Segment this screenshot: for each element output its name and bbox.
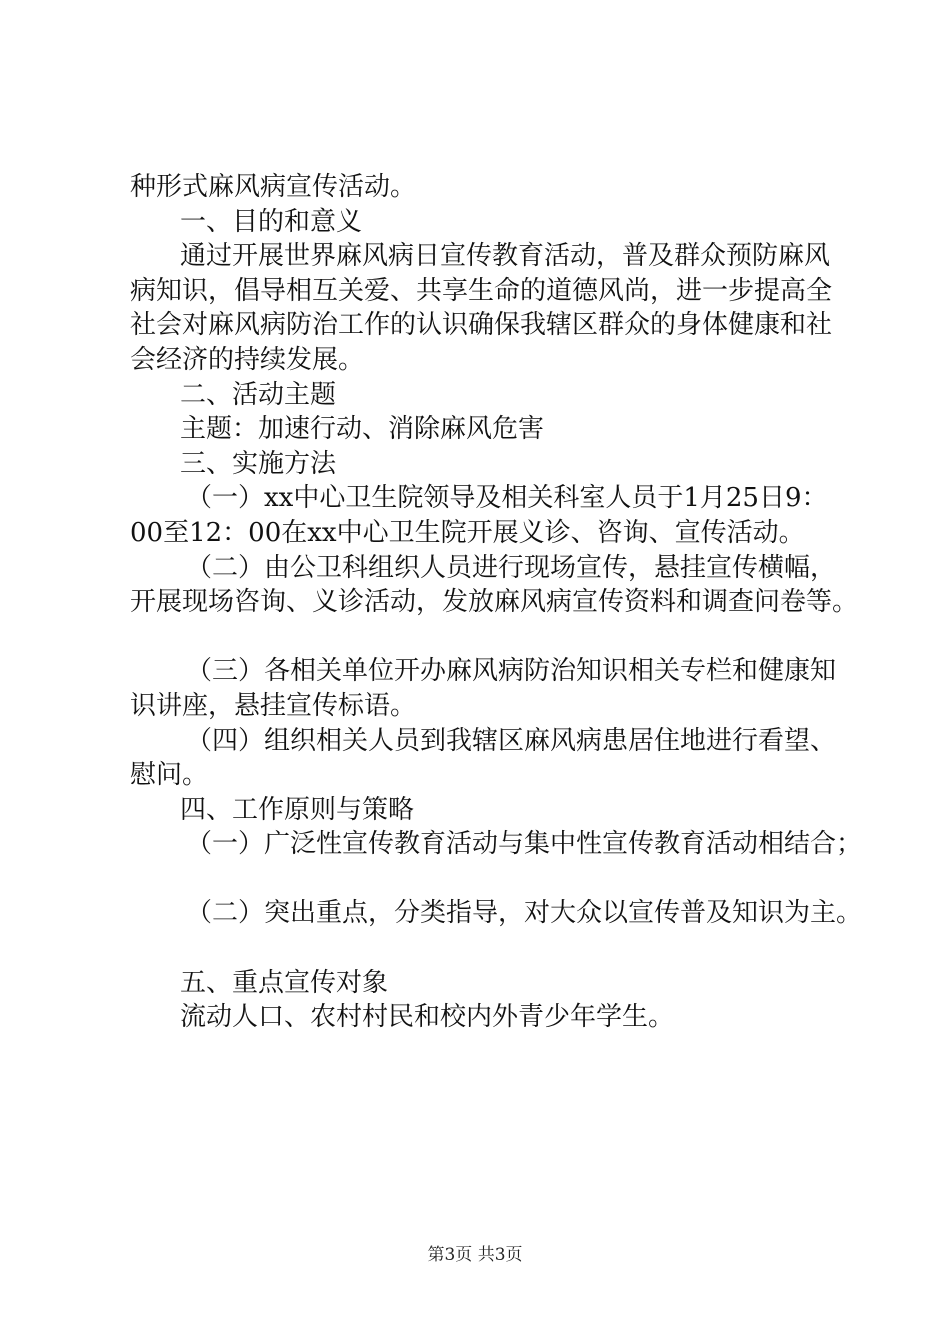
list-item: （三）各相关单位开办麻风病防治知识相关专栏和健康知 bbox=[186, 656, 837, 687]
body-text-line: 病知识，倡导相互关爱、共享生命的道德风尚，进一步提高全 bbox=[130, 275, 833, 306]
list-item-continuation: 00至12：00在xx中心卫生院开展义诊、咨询、宣传活动。 bbox=[130, 517, 805, 548]
blank-line bbox=[130, 620, 850, 655]
section-heading: 四、工作原则与策略 bbox=[180, 794, 415, 825]
body-text-line: 社会对麻风病防治工作的认识确保我辖区群众的身体健康和社 bbox=[130, 310, 833, 341]
body-text-line: 流动人口、农村村民和校内外青少年学生。 bbox=[180, 1002, 675, 1033]
body-text-line: 主题：加速行动、消除麻风危害 bbox=[180, 414, 545, 445]
list-item: （二）突出重点，分类指导，对大众以宣传普及知识为主。 bbox=[186, 898, 863, 929]
list-item-continuation: 慰问。 bbox=[130, 760, 209, 791]
section-heading: 三、实施方法 bbox=[180, 448, 337, 479]
list-item: （二）由公卫科组织人员进行现场宣传，悬挂宣传横幅， bbox=[186, 552, 837, 583]
list-item-continuation: 开展现场咨询、义诊活动，发放麻风病宣传资料和调查问卷等。 bbox=[130, 587, 859, 618]
list-item: （一）xx中心卫生院领导及相关科室人员于1月25日9： bbox=[186, 483, 828, 514]
page-number-footer: 第3页 共3页 bbox=[427, 1245, 523, 1265]
blank-line bbox=[130, 931, 850, 966]
blank-line bbox=[130, 862, 850, 897]
document-body bbox=[130, 170, 863, 1035]
list-item: （四）组织相关人员到我辖区麻风病患居住地进行看望、 bbox=[186, 725, 837, 756]
body-text-line: 通过开展世界麻风病日宣传教育活动，普及群众预防麻风 bbox=[180, 241, 831, 272]
list-item-continuation: 识讲座，悬挂宣传标语。 bbox=[130, 690, 417, 721]
section-heading: 五、重点宣传对象 bbox=[180, 967, 389, 998]
list-item: （一）广泛性宣传教育活动与集中性宣传教育活动相结合； bbox=[186, 829, 863, 860]
section-heading: 二、活动主题 bbox=[180, 379, 337, 410]
section-heading: 一、目的和意义 bbox=[180, 206, 363, 237]
body-text-line: 种形式麻风病宣传活动。 bbox=[130, 172, 417, 202]
body-text-line: 会经济的持续发展。 bbox=[130, 344, 365, 375]
